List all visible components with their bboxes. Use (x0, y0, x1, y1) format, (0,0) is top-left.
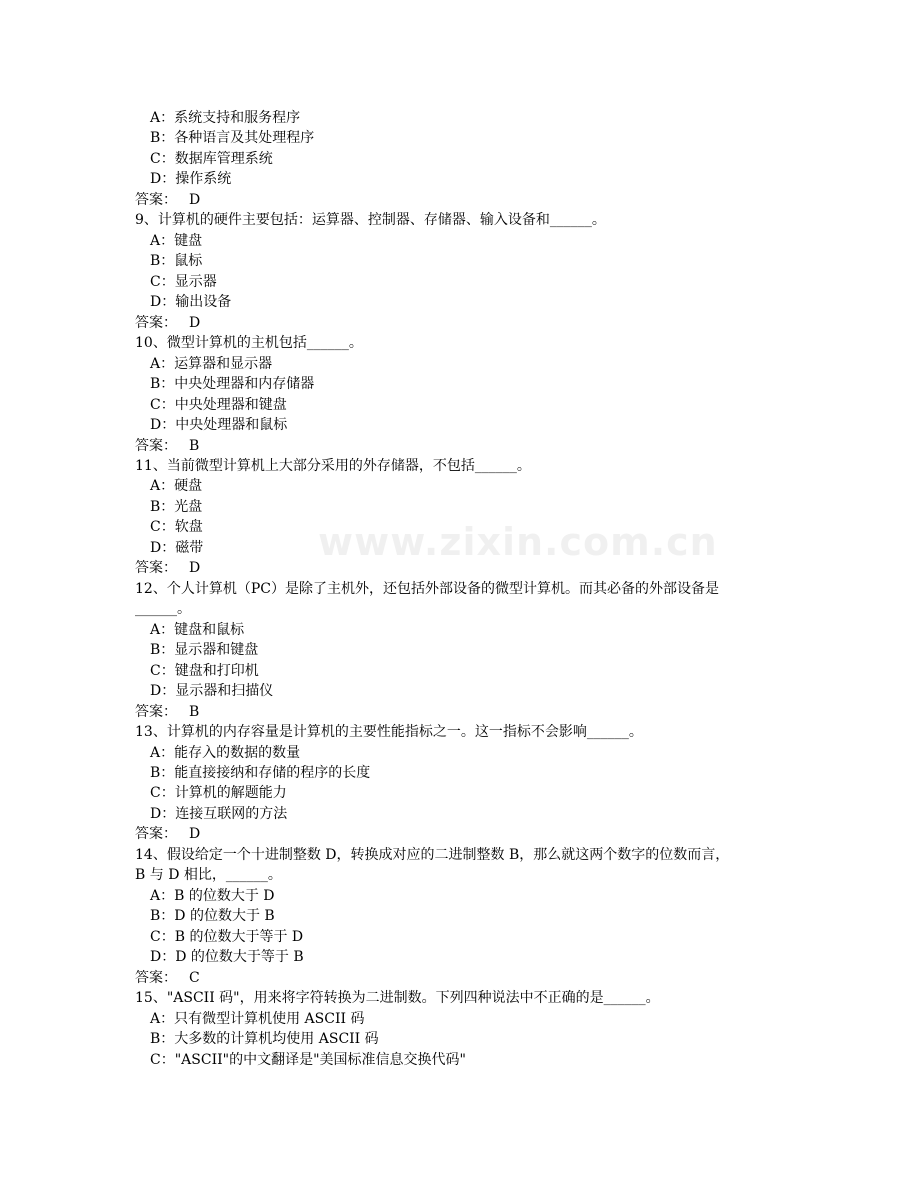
question-block (135, 988, 795, 1070)
answer-label: 答案： (135, 314, 177, 331)
question-block (135, 108, 795, 210)
option-item: C："ASCII"的中文翻译是"美国标准信息交换代码" (150, 1051, 466, 1068)
option-item: D：连接互联网的方法 (150, 805, 288, 822)
option-item: B：光盘 (150, 498, 203, 515)
answer-label: 答案： (135, 191, 177, 208)
answer-value: D (189, 191, 201, 208)
watermark: www.zixin.com.cn (318, 520, 718, 564)
document-body (135, 108, 795, 1070)
answer-value: B (189, 703, 200, 720)
option-item: A：只有微型计算机使用 ASCII 码 (150, 1010, 365, 1027)
answer-line (135, 824, 795, 844)
option-item: A：能存入的数据的数量 (150, 744, 301, 761)
question-stem: 13、计算机的内存容量是计算机的主要性能指标之一。这一指标不会影响______。 (135, 724, 643, 741)
option-item: C：中央处理器和键盘 (150, 396, 287, 413)
question-block (135, 722, 795, 845)
option-item: A：键盘 (150, 232, 203, 249)
option-item: D：磁带 (150, 539, 204, 556)
option-item: A：硬盘 (150, 478, 203, 495)
question-stem: B 与 D 相比，______。 (135, 867, 282, 884)
option-item: C：键盘和打印机 (150, 662, 259, 679)
answer-value: B (189, 437, 200, 454)
option-item: A：键盘和鼠标 (150, 621, 245, 638)
question-block (135, 333, 795, 456)
option-item: C：计算机的解题能力 (150, 785, 287, 802)
answer-value: D (189, 560, 201, 577)
option-item: A：B 的位数大于 D (150, 887, 275, 904)
option-item: B：D 的位数大于 B (150, 908, 275, 925)
answer-value: D (189, 314, 201, 331)
question-block (135, 210, 795, 333)
option-item: B：大多数的计算机均使用 ASCII 码 (150, 1031, 379, 1048)
answer-value: C (189, 969, 200, 986)
question-block (135, 845, 795, 988)
option-item: B：鼠标 (150, 253, 203, 270)
option-item: D：D 的位数大于等于 B (150, 949, 304, 966)
answer-line (135, 436, 795, 456)
option-item: D：输出设备 (150, 294, 232, 311)
option-item: C：软盘 (150, 519, 203, 536)
answer-label: 答案： (135, 703, 177, 720)
question-stem: 14、假设给定一个十进制整数 D，转换成对应的二进制整数 B，那么就这两个数字的位数而言， (135, 846, 730, 863)
question-stem: 11、当前微型计算机上大部分采用的外存储器，不包括______。 (135, 457, 531, 474)
question-stem: 12、个人计算机（PC）是除了主机外，还包括外部设备的微型计算机。而其必备的外部设备是 (135, 580, 719, 597)
option-item: B：显示器和键盘 (150, 642, 259, 659)
option-item: C：B 的位数大于等于 D (150, 928, 304, 945)
question-stem: 10、微型计算机的主机包括______。 (135, 335, 363, 352)
question-block (135, 456, 795, 579)
option-item: B：各种语言及其处理程序 (150, 130, 315, 147)
question-stem: 15、"ASCII 码"，用来将字符转换为二进制数。下列四种说法中不正确的是______。 (135, 990, 660, 1007)
answer-line (135, 190, 795, 210)
option-item: A：运算器和显示器 (150, 355, 273, 372)
option-item: B：中央处理器和内存储器 (150, 376, 315, 393)
option-item: A：系统支持和服务程序 (150, 110, 301, 126)
answer-label: 答案： (135, 826, 177, 843)
answer-line (135, 313, 795, 333)
answer-label: 答案： (135, 969, 177, 986)
question-stem: 9、计算机的硬件主要包括：运算器、控制器、存储器、输入设备和______。 (135, 212, 606, 229)
question-stem: ______。 (135, 601, 191, 618)
option-item: B：能直接接纳和存储的程序的长度 (150, 765, 371, 781)
option-item: C：显示器 (150, 273, 217, 290)
option-item: D：操作系统 (150, 171, 232, 188)
answer-line (135, 702, 795, 722)
answer-label: 答案： (135, 437, 177, 454)
answer-value: D (189, 826, 201, 843)
option-item: C：数据库管理系统 (150, 150, 273, 167)
answer-line (135, 968, 795, 988)
answer-label: 答案： (135, 560, 177, 577)
answer-line (135, 558, 795, 578)
option-item: D：中央处理器和鼠标 (150, 417, 288, 434)
option-item: D：显示器和扫描仪 (150, 683, 274, 700)
question-block (135, 579, 795, 722)
